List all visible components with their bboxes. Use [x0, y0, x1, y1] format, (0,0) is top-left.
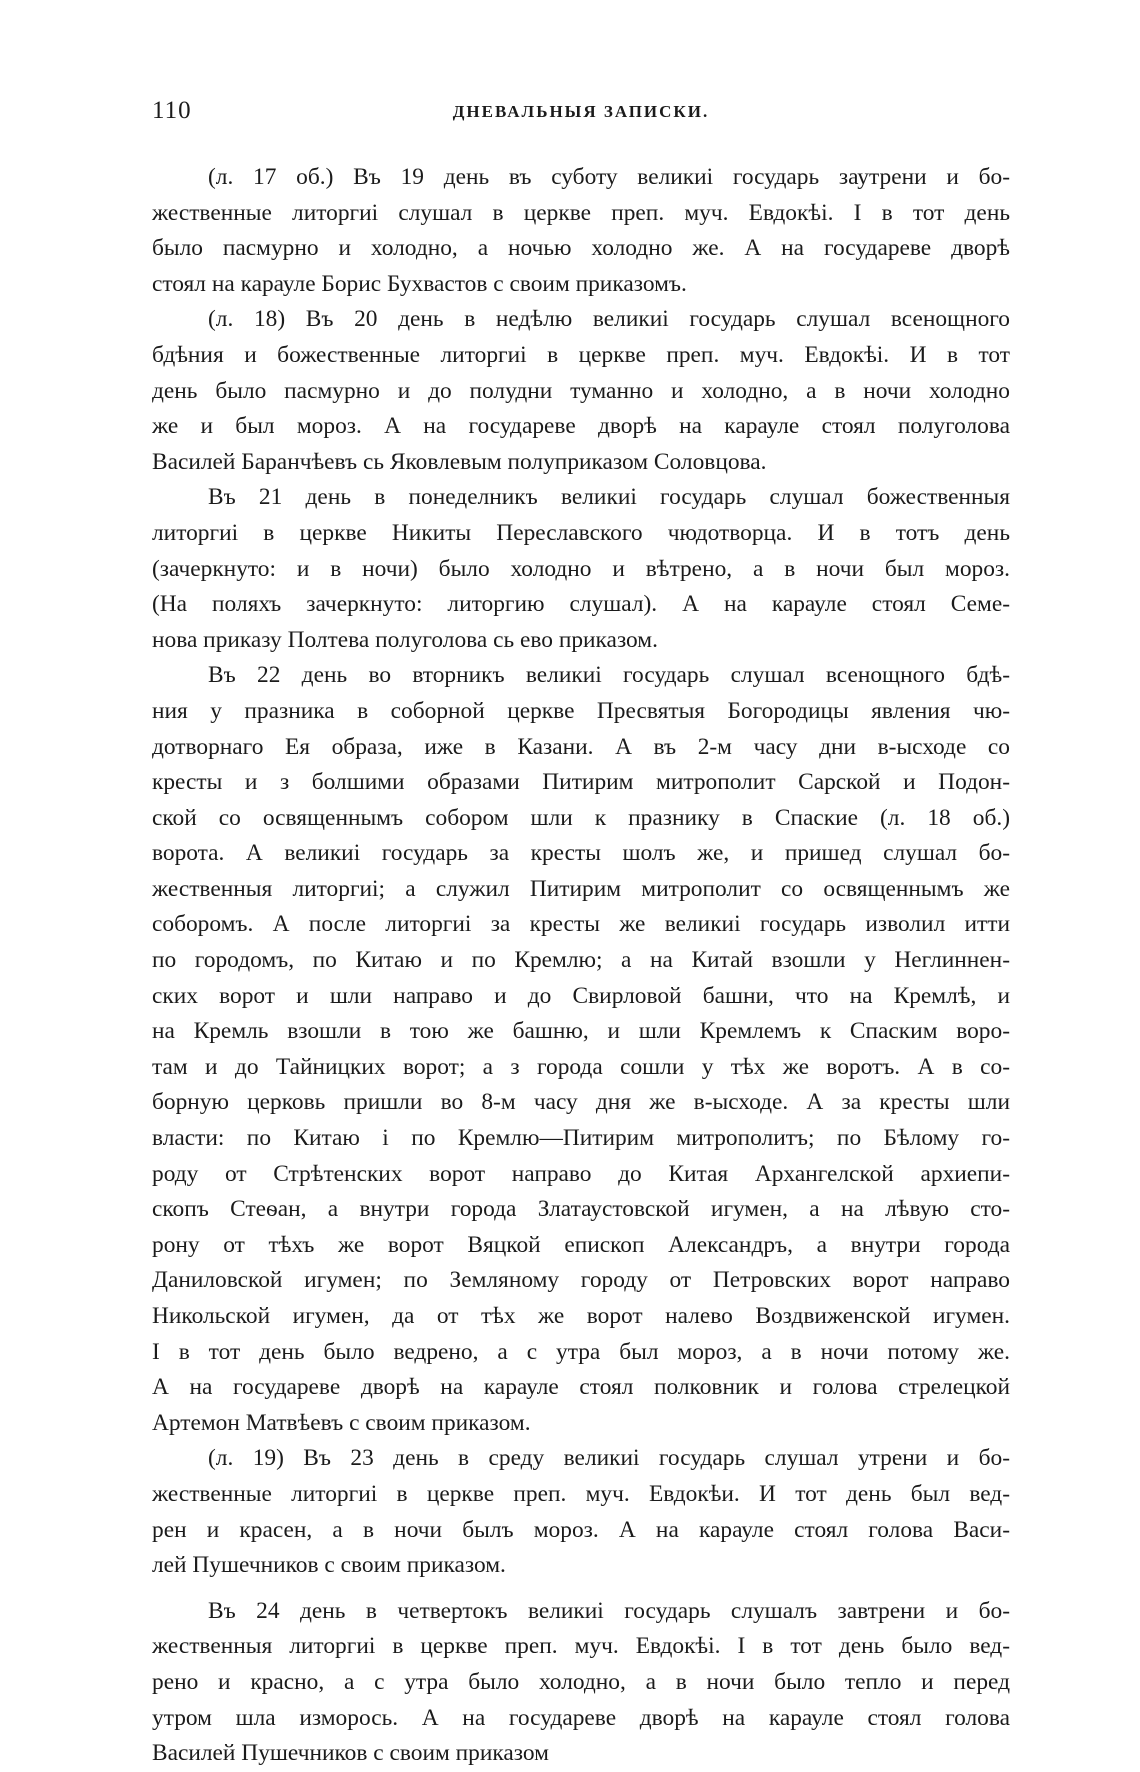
text-line: скопъ Стеѳан, а внутри города Златаустовской игумен, а на лѣвую сто-	[152, 1196, 1010, 1223]
text-line: жественныя литоргиі; а служил Питирим митрополит со освященнымъ же	[152, 875, 1010, 902]
text-line: там и до Тайницких ворот; а з города сошли у тѣх же воротъ. А в со-	[152, 1053, 1010, 1080]
text-line: Артемон Матвѣевъ с своим приказом.	[152, 1409, 531, 1436]
text-line: литоргиі в церкве Никиты Переславского чюдотворца. И в тотъ день	[152, 519, 1010, 546]
page-body	[152, 160, 1010, 1772]
text-line: Даниловской игумен; по Земляному городу от Петровских ворот направо	[152, 1267, 1010, 1294]
text-line: жественные литоргиі в церкве преп. муч. Евдокѣи. И тот день был вед-	[152, 1480, 1010, 1507]
paragraph-day-23	[152, 1441, 1010, 1583]
running-title: ДНЕВАЛЬНЫЯ ЗАПИСКИ.	[452, 102, 710, 121]
text-line: соборомъ. А после литоргиі за кресты же великиі государь изволил итти	[152, 911, 1010, 938]
text-line: бдѣния и божественные литоргиі в церкве преп. муч. Евдокѣі. И в тот	[152, 341, 1010, 368]
text-line: власти: по Китаю і по Кремлю—Питирим митрополитъ; по Бѣлому го-	[152, 1125, 1010, 1152]
text-line: утром шла изморось. А на государеве дворѣ на карауле стоял голова	[152, 1704, 1010, 1731]
text-line: А на государеве дворѣ на карауле стоял полковник и голова стрелецкой	[152, 1374, 1010, 1401]
text-line: Никольской игумен, да от тѣх же ворот налево Воздвиженской игумен.	[152, 1303, 1010, 1329]
text-line: (На поляхъ зачеркнуто: литоргию слушал). А на карауле стоял Семе-	[152, 591, 1010, 618]
text-line: І в тот день было ведрено, а с утра был мороз, а в ночи потому же.	[152, 1338, 1010, 1365]
paragraph-day-22	[152, 658, 1010, 1441]
text-line: рено и красно, а с утра было холодно, а в ночи было тепло и перед	[152, 1668, 1010, 1695]
text-line: ворота. А великиі государь за кресты шолъ же, и пришед слушал бо-	[152, 840, 1010, 867]
text-line: борную церковь пришли во 8-м часу дня же в-ысходе. А за кресты шли	[152, 1089, 1010, 1116]
text-line: по городомъ, по Китаю и по Кремлю; а на Китай взошли у Неглиннен-	[152, 947, 1010, 974]
text-line: ских ворот и шли направо и до Свирловой башни, что на Кремлѣ, и	[152, 982, 1010, 1009]
text-line: Въ 21 день в понеделникъ великиі государь слушал божественныя	[208, 484, 1010, 511]
text-line: же и был мороз. А на государеве дворѣ на карауле стоял полуголова	[152, 413, 1010, 440]
text-line: Въ 22 день во вторникъ великиі государь слушал всенощного бдѣ-	[208, 662, 1010, 689]
text-line: рону от тѣхъ же ворот Вяцкой епископ Александръ, а внутри города	[152, 1231, 1010, 1258]
text-line: Василей Пушечников с своим приказом	[152, 1740, 549, 1767]
text-line: (л. 17 об.) Въ 19 день въ суботу великиі государь заутрени и бо-	[208, 164, 1010, 190]
text-line: день было пасмурно и до полудни туманно и холодно, а в ночи холодно	[152, 377, 1010, 404]
text-line: было пасмурно и холодно, а ночью холодно же. А на государеве дворѣ	[152, 235, 1010, 262]
text-line: ской со освященнымъ собором шли к празнику в Спаские (л. 18 об.)	[152, 804, 1010, 831]
text-line: лей Пушечников с своим приказом.	[152, 1552, 506, 1579]
text-line: нова приказу Полтева полуголова сь ево приказом.	[152, 626, 658, 653]
text-line: рен и красен, а в ночи былъ мороз. А на карауле стоял голова Васи-	[152, 1516, 1010, 1543]
paragraph-day-21	[152, 480, 1010, 658]
paragraph-day-20	[152, 302, 1010, 480]
text-line: Василей Баранчѣевъ сь Яковлевым полуприказом Соловцова.	[152, 448, 767, 475]
text-line: стоял на карауле Борис Бухвастов с своим приказомъ.	[152, 270, 687, 297]
paragraph-day-19	[152, 160, 1010, 302]
text-line: кресты и з болшими образами Питирим митрополит Сарской и Подон-	[152, 769, 1010, 796]
text-line: (л. 19) Въ 23 день в среду великиі государь слушал утрени и бо-	[208, 1445, 1010, 1472]
text-line: (л. 18) Въ 20 день в недѣлю великиі государь слушал всенощного	[208, 306, 1010, 333]
text-line: жественные литоргиі слушал в церкве преп. муч. Евдокѣі. І в тот день	[152, 199, 1010, 226]
page-header	[152, 97, 1010, 131]
text-line: роду от Стрѣтенских ворот направо до Китая Архангелской архиепи-	[152, 1160, 1010, 1187]
page-number: 110	[152, 97, 192, 124]
text-line: на Кремль взошли в тою же башню, и шли Кремлемъ к Спаским воро-	[152, 1018, 1010, 1045]
text-line: дотворнаго Ея образа, иже в Казани. А въ 2-м часу дни в-ысходе со	[152, 733, 1010, 760]
text-line: ния у празника в соборной церкве Пресвятыя Богородицы явления чю-	[152, 697, 1010, 724]
text-line: жественныя литоргиі в церкве преп. муч. Евдокѣі. І в тот день было вед-	[152, 1633, 1010, 1660]
text-line: (зачеркнуто: и в ночи) было холодно и вѣтрено, а в ночи был мороз.	[152, 555, 1010, 582]
paragraph-day-24	[152, 1594, 1010, 1772]
text-line: Въ 24 день в четвертокъ великиі государь слушалъ завтрени и бо-	[208, 1597, 1010, 1624]
